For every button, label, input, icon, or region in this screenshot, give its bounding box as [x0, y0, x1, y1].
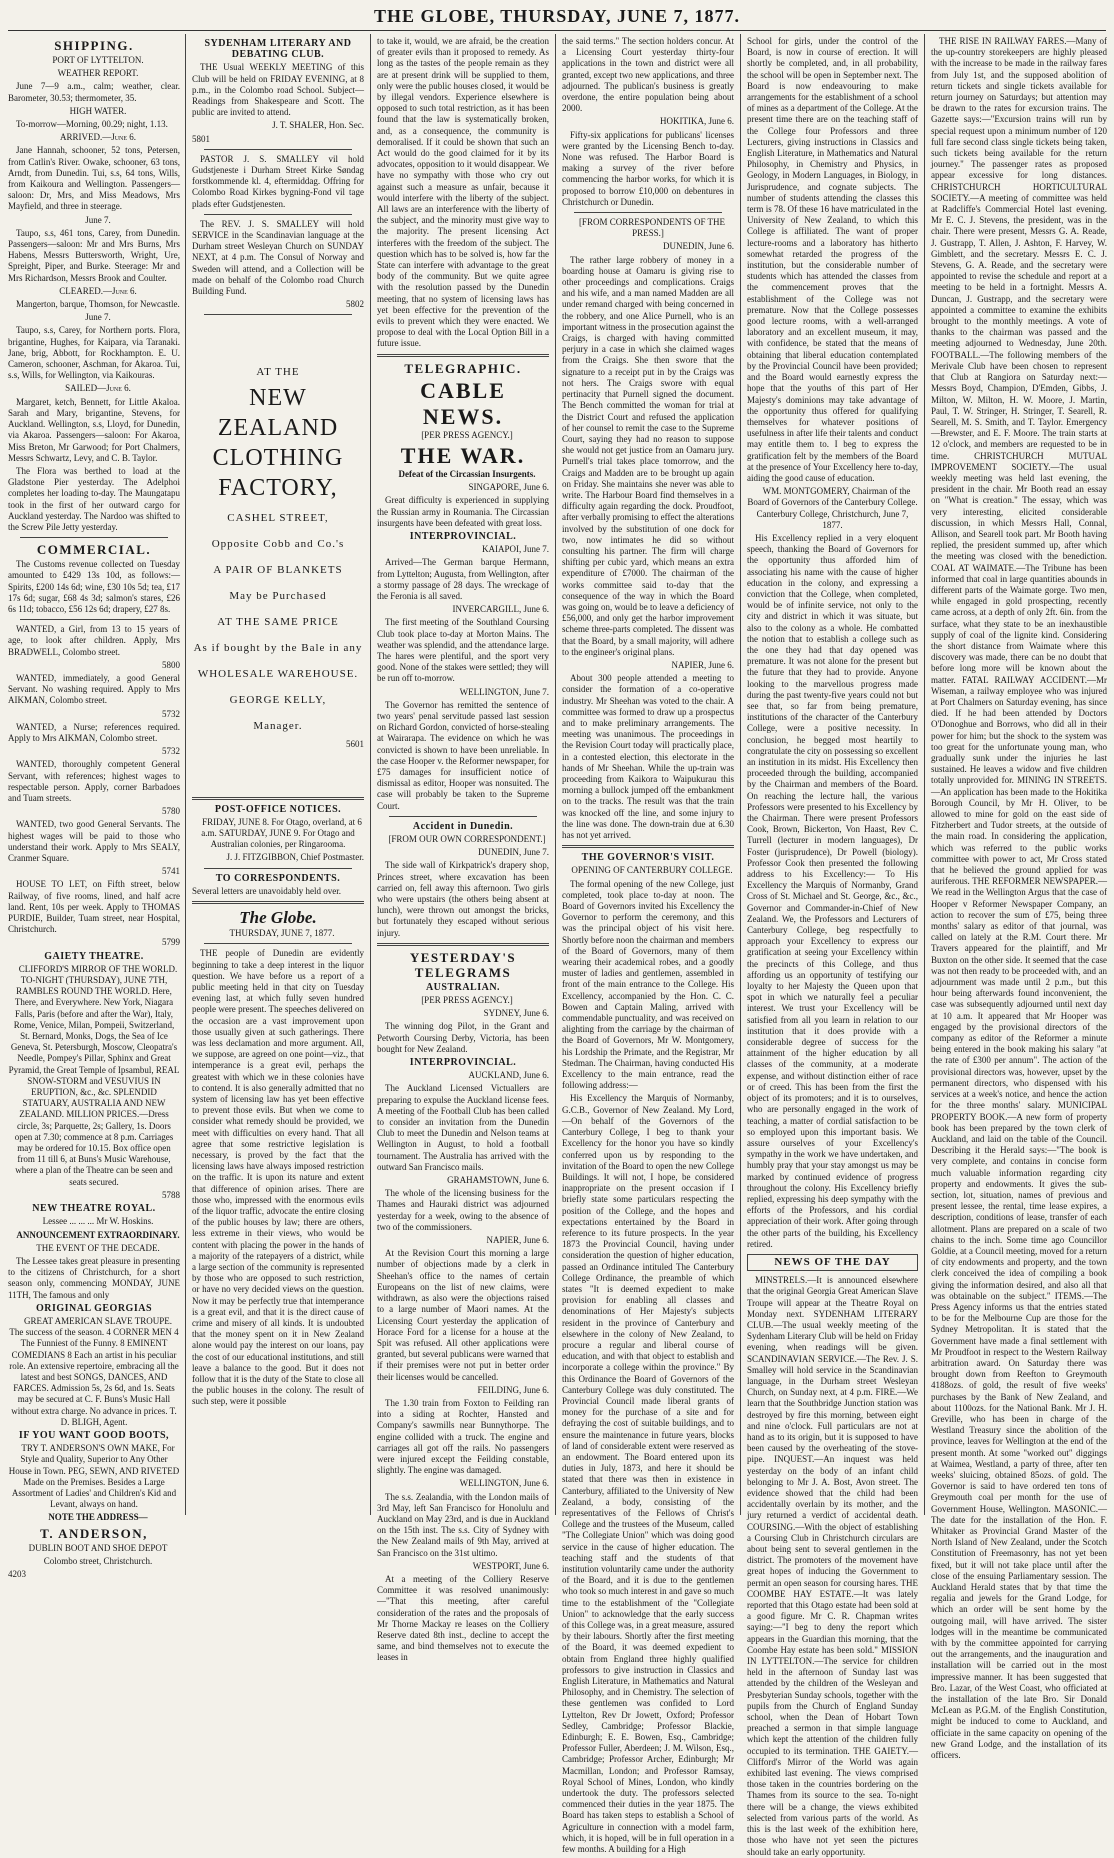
correspondents-text: Several letters are unavoidably held over.	[192, 885, 341, 896]
column-3	[377, 36, 549, 1663]
news-text: The Auckland Licensed Victuallers are preparing to expulse the Auckland license fees. A meeting of the Football Club has been called to consider an invitation from the Dunedin Club to meet the Dunedin and Nelson teams at Wellington in August, to hold a football tournament. The Australia has arrived with the outward San Francisco mails.	[377, 1083, 549, 1172]
ad-number: 5802	[346, 299, 364, 310]
address-text: His Excellency the Marquis of Normanby, G.C.B., Governor of New Zealand. My Lord,—On behalf of the Governors of the Canterbury College, I beg to thank your Excellency for the honor you have so kindly conferred upon us by responding to the invitation of the Board to open the new College Buildings. It will not, I hope, be considered inappropriate on the present occasion if I briefly state some particulars respecting the position of the College, and the hopes and expectations entertained by the Board in reference to its future prospects. In the year 1873 the Provincial Council, having under consideration the question of higher education, passed an Ordinance intituled The Canterbury College Ordinance, the preamble of which states "It is deemed expedient to make provision for enabling all classes and denominations of Her Majesty's subjects resident in the province of Canterbury and elsewhere in the colony of New Zealand, to procure a regular and liberal course of education, and with that object to establish and incorporate a college within the province." By this Ordinance the Board of Governors of the Canterbury College was duly constituted. The Provincial Council made liberal grants of money for the purchase of a site and for defraying the cost of suitable buildings, and to ensure the maintenance in future years, blocks of land of considerable extent were reserved as an endowment. The Board entered upon its duties in July, 1873, and here it should be stated that there was then in existence in Canterbury, affiliated to the University of New Zealand, a body, consisting of the representatives of the Fellows of Christ's College and the trustees of the Museum, called "The Collegiate Union" which was doing good service in the cause of higher education. The teaching staff and the students of that institution voluntarily came under the authority of the Board, and it is due to the gentlemen who took so much interest in and gave so much time to the establishment of the "Collegiate Union" to acknowledge that the early success of this College was, in a great measure, assured by their labours. Shortly after the first meeting of the Board, it was deemed expedient to obtain from England three highly qualified professors to give instruction in Classics and English Literature, in Mathematics and Natural Philosophy, and in Chemistry. The selection of these gentlemen was confided to Lord Lyttelton, Rev Dr Jowett, Oxford; Professor Sedley, Cambridge; Professor Blackie, Edinburgh; E. E. Bowen, Esq., Cambridge; Professor Fuller, Aberdeen; J. M. Wilson, Esq., Cambridge; Professor Archer, Edinburgh; Mr Macmillan, London; and Professor Ramsay, Royal School of Mines, London, who kindly undertook the duty. The professors selected commenced their duties in the year 1875. The Board has taken steps to establish a School of Agriculture in connection with a model farm, which, it is hoped, will be in full operation in a few months. A building for a High	[562, 1093, 734, 1855]
agency-note: [PER PRESS AGENCY.]	[421, 429, 513, 440]
column-4	[562, 36, 734, 1855]
arrived-list: Jane Hannah, schooner, 52 tons, Petersen, from Catlin's River. Owake, schooner, 63 tons, Arndt, from Dunedin. Tui, s.s, 64 tons, Wills, from Kaikoura and Wellington. Passengers—saloon: Dr, Mrs, and Miss Meadows, Mrs Mayfield, and three in steerage.	[8, 145, 180, 212]
rule	[20, 537, 168, 538]
column-divider	[370, 34, 371, 1515]
australian-heading: AUSTRALIAN.	[425, 981, 501, 993]
news-text: The Governor has remitted the sentence of two years' penal servitude passed last session on Richard Gordon, convicted of horse-stealing at Wairarapa. The evidence on which he was convicted is shown to have been unreliable. In the case Hooper v. the Reformer newspaper, for £75 damages for insufficient notice of dismissal as editor, Hooper was nonsuited. The case will probably be taken to the Supreme Court.	[377, 699, 549, 811]
column-1	[8, 36, 180, 1579]
sydenham-signature: J. T. SHALER, Hon. Sec.	[272, 120, 364, 131]
sailed-heading: SAILED—June 6.	[65, 383, 131, 394]
rule	[204, 314, 352, 315]
rule	[204, 943, 352, 944]
cleared-heading: CLEARED.—June 6.	[59, 285, 137, 296]
nz-wholesale: WHOLESALE WAREHOUSE.	[197, 668, 359, 681]
news-of-the-day-heading: NEWS OF THE DAY	[747, 1254, 918, 1271]
ad-number: 5732	[162, 708, 180, 719]
georgias-text: GREAT AMERICAN SLAVE TROUPE. The success of the season. 4 CORNER MEN 4 The Funniest of the Funny. 8 EMINENT COMEDIANS 8 Each an artist in his peculiar role. An extensive repertoire, embracing all the latest and best SONGS, DANCES, AND FARCES. Admission 5s, 2s 6d, and 1s. Seats may be secured at C. F. Buns's Music Hall without extra charge. No advance in prices. T. D. BLIGH, Agent.	[9, 1315, 179, 1427]
news-text: The rather large robbery of money in a boarding house at Oamaru is giving rise to other proceedings and complications. Craigs and his wife, and a man named Madden are all under remand charged with being concerned in the robbery, and one Alice Purnell, who is an important witness in the prosecution against the Craigs, is charged with having committed perjury in a case in which she claimed wages from the Craigs. She then swore that the signature to a receipt put in by the Craigs was not hers. The Craigs swore with equal pertinacity that Purnell signed the document. The Bench committed the woman for trial at the District Court and refused the application of her counsel to remit the case to the Supreme Court, saying they had no reason to suppose she would not get justice from an Oamaru jury. Purnell's trial takes place tomorrow, and the Craigs and Madden are to be brought up again on Friday. She maintains she never was able to write. The Harbour Board find themselves in a difficulty again regarding the dock. Proudfoot, after verbally promising to effect the alterations involved by the substitution of one dock for two, now intimates he did so without consulting his partner. The firm will charge shifting per cubic yard, which means an extra expenditure of £7000. The chairman of the works committee said to-day that the consequence of the way in which the Board was going on, would be to leave a deficiency of £56,000, and only get the harbor improvement scheme three-parts completed. The dissent was that the Board, by a small majority, will adhere to the engineer's original plans.	[562, 254, 734, 657]
boots-name: T. ANDERSON,	[40, 1525, 148, 1541]
dateline: NAPIER, June 6.	[671, 659, 734, 670]
column-divider	[555, 34, 556, 1515]
globe-title: The Globe.	[239, 908, 317, 928]
ad-number: 5780	[162, 806, 180, 817]
news-text: The s.s. Zealandia, with the London mails of 3rd May, left San Francisco for Honolulu and Auckland on May 23rd, and is due in Auckland on the 15th inst. The s.s. City of Sydney with the New Zealand mails of 9th May, arrived at San Francisco on the 31st ultimo.	[377, 1491, 549, 1558]
boots-heading: IF YOU WANT GOOD BOOTS,	[18, 1429, 170, 1441]
cleared-list: Mangerton, barque, Thomson, for Newcastle.	[16, 299, 180, 310]
nz-street: CASHEL STREET,	[227, 512, 329, 525]
nz-as-if: As if bought by the Bale in any	[193, 642, 363, 655]
dateline: KAIAPOI, June 7.	[482, 544, 549, 555]
dateline: WELLINGTON, June 7.	[459, 686, 549, 697]
news-text: The 1.30 train from Foxton to Feilding ran into a siding at Rochter, Hansted and Company's sawmills near Bunnythorpe. The engine collided with a truck. The engine and carriages all got off the rails. No passengers were injured except the Feilding constable, slightly. The engine was damaged.	[377, 1397, 549, 1476]
nz-name: GEORGE KELLY,	[229, 694, 327, 707]
rule	[204, 214, 352, 215]
sailed-list: Margaret, ketch, Bennett, for Little Akaloa. Sarah and Mary, brigantine, Stevens, for Auckland. Wellington, s.s, Lloyd, for Dunedin, via Akaroa. Passengers—saloon: For Akaroa, Miss Breton, Mr Garwood; for Port Chalmers, Messrs Schwartz, Levy, and C. B. Taylor.	[8, 396, 180, 463]
accident-heading: Accident in Dunedin.	[412, 820, 514, 832]
news-text: Fifty-six applications for publicans' licenses were granted by the Licensing Bench to-day. None was refused. The Harbor Board is making a survey of the river before commencing the harbor works, for which it is proposed to borrow £10,000 on debentures in Christchurch or Dunedin.	[562, 129, 734, 207]
dateline: HOKITIKA, June 6.	[660, 116, 734, 127]
dateline: FEILDING, June 6.	[477, 1384, 549, 1395]
weather-report: June 7—9 a.m., calm; weather, clear. Barometer, 30.53; thermometer, 35.	[8, 81, 180, 103]
interprovincial-heading: INTERPROVINCIAL.	[409, 530, 517, 542]
news-text: The first meeting of the Southland Coursing Club took place to-day at Morton Mains. The weather was splendid, and the attendance large. The hares were plentiful, and the sport very good. None of the stakes were settled; they will be run off to-morrow.	[377, 617, 549, 684]
water-heading: HIGH WATER.	[69, 105, 127, 116]
dateline: WELLINGTON, June 6.	[459, 1478, 549, 1489]
ad-number: 5801	[192, 133, 210, 144]
rule	[389, 816, 537, 817]
shipping-notes: The Flora was berthed to load at the Gladstone Pier yesterday. The Adelphoi completes her loading to-day. The Maungatapu took in the first of her outward cargo for Auckland yesterday. The Nardoo was shifted to the Screw Pile Jetty yesterday.	[8, 465, 180, 532]
ad-number: 5741	[162, 866, 180, 877]
cable-heading: CABLE NEWS.	[420, 377, 506, 429]
dateline: SINGAPORE, June 6.	[468, 482, 549, 493]
news-text: About 300 people attended a meeting to consider the formation of a co-operative industry. Mr Sheehan was voted to the chair. A committee was formed to draw up a prospectus and to make preliminary arrangements. The meeting was unanimous. The proceedings in the Revision Court today will practically place, in a contested election, this electorate in the hands of Mr Sheehan. While the up-train was proceeding from Kaikora to Waipukurau this morning a bullock jumped off the embankment on to the tracks. The result was that the train was knocked off the line, and some injury to the line was done. The down-train due at 6.30 has not yet arrived.	[562, 673, 734, 841]
agency-note: [PER PRESS AGENCY.]	[421, 995, 513, 1006]
dateline: INVERCARGILL, June 6.	[452, 604, 549, 615]
nz-at: AT THE	[256, 366, 300, 379]
rule	[562, 845, 734, 848]
column-6	[931, 36, 1107, 1761]
date-subhead: June 7.	[85, 214, 111, 225]
classified-ad: WANTED, a Nurse; references required. Apply to Mrs AIKMAN, Colombo street.	[8, 721, 180, 743]
boots-address: Colombo street, Christchurch.	[43, 1555, 153, 1566]
ad-number: 4203	[8, 1568, 26, 1579]
boots-note: NOTE THE ADDRESS—	[48, 1512, 148, 1523]
rule	[192, 797, 364, 800]
dateline: WESTPORT, June 6.	[472, 1560, 549, 1571]
yesterdays-heading: YESTERDAY'S TELEGRAMS	[409, 949, 517, 980]
nz-manager: Manager.	[253, 720, 303, 733]
column-5	[747, 36, 918, 1857]
date-subhead: June 7.	[85, 312, 111, 323]
dateline: NAPIER, June 6.	[486, 1235, 549, 1246]
arrived-list: Taupo, s.s, 461 tons, Carey, from Dunedin. Passengers—saloon: Mr and Mrs Burns, Mrs Habens, Messrs Buttersworth, Wright, Ure, Spreight, Piper, and Burke. Steerage: Mr and Mrs Richardson, Messrs Brook and Coulter.	[8, 227, 180, 283]
correspondent-note: [FROM OUR OWN CORRESPONDENT.]	[388, 833, 546, 844]
interprovincial-heading: INTERPROVINCIAL.	[409, 1057, 517, 1069]
rule	[377, 354, 549, 357]
war-subheading: Defeat of the Circassian Insurgents.	[398, 468, 536, 479]
rule	[204, 868, 352, 869]
war-heading: THE WAR.	[400, 442, 526, 468]
high-water: To-morrow—Morning, 00.29; night, 1.13.	[16, 119, 168, 130]
editorial-text: THE people of Dunedin are evidently beginning to take a deep interest in the liquor question. We have before us a report of a public meeting held in that city on Tuesday evening last, at which fully seven hundred people were present. The speeches delivered on the occasion are a vast improvement upon those usually given at such gatherings. There was less declamation and more argument. All, we suppose, are agreed on one point—viz., that intemperance is a great evil, perhaps the greatest with which we in these colonies have to contend. It is also generally admitted that no system of licensing law has yet been effective to prevent those evils. But when we come to consider what remedy should be provided, we meet with difficulties on every hand. That all agree that some restrictive legislation is necessary, is proved by the fact that the licensing laws have always imposed restriction on the traffic. It is upon its nature and extent that difference of opinion arises. There are those who, impressed with the enormous evils of the liquor traffic, advocate the entire closing of the public houses by law; there are others, less extreme in their views, who would be content with placing the power in the hands of a majority of the ratepayers of a district, while a large section of the community is represented by those who are opposed to such restriction, or have no very decided views on the question. Now it may be perfectly true that intemperance is a great evil, and that it is the direct cause of crime and misery of all kinds. It is undoubted that the money spent on it in New Zealand alone would pay the interest on our loans, pay the cost of our educational institutions, and still leave a balance to the good. But it does not follow that it is the duty of the State to close all the public houses in the colony. The result of such step, were it possible	[192, 948, 364, 1407]
weather-heading: WEATHER REPORT.	[57, 68, 139, 79]
nz-blankets: A PAIR OF BLANKETS	[213, 564, 343, 577]
nz-heading-1: NEW ZEALAND	[217, 385, 339, 442]
masthead-rule	[8, 30, 1106, 31]
boots-text: TRY T. ANDERSON'S OWN MAKE, For Style and Quality, Superior to Any Other House in Town. PEG, SEWN, AND RIVETED Made on the Premises. Besides a Large Assortment of Ladies' and Children's Kid and Levant, always on hand.	[8, 1443, 180, 1510]
news-text: The whole of the licensing business for the Thames and Hauraki district was adjourned yesterday for a week, owing to the absence of two of the commissioners.	[377, 1188, 549, 1232]
news-text: The winning dog Pilot, in the Grant and Petworth Coursing Derby, Victoria, has been bought for New Zealand.	[377, 1021, 549, 1054]
ad-number: 5601	[346, 739, 364, 750]
commercial-heading: COMMERCIAL.	[36, 542, 152, 558]
theatre-event: THE EVENT OF THE DECADE.	[36, 1242, 160, 1253]
news-text: The formal opening of the new College, just completed, took place to-day at noon. The Board of Governors invited his Excellency the Governor to perform the ceremony, and this was the principal object of his visit here. Shortly before noon the chairman and members of the Board of Governors, many of them wearing their academical robes, and a goodly muster of ladies and gentlemen, assembled in front of the main entrance to the College. His Excellency, accompanied by the Hon. C. C. Bowen and Captain Maling, arrived with commendable punctuality, and was received on alighting from the carriage by the chairman of the Board of Governors, Mr W. Montgomery, his Lordship the Primate, and the Registrar, Mr Stedman. The Chairman, having conducted His Excellency to the main entrance, read the following address:—	[562, 878, 734, 1091]
classified-ad: WANTED, a Girl, from 13 to 15 years of age, to look after children. Apply, Mrs BRADWELL, Colombo street.	[8, 624, 180, 657]
correspondent-note: [FROM CORRESPONDENTS OF THE PRESS.]	[578, 217, 726, 239]
sydenham-notice: THE Usual WEEKLY MEETING of this Club will be held on FRIDAY EVENING, at 8 p.m., in the Colombo road School. Subject—Readings from Shakespeare and Scott. The public are invited to attend.	[192, 62, 364, 118]
post-text: FRIDAY, JUNE 8. For Otago, overland, at 6 a.m. SATURDAY, JUNE 9. For Otago and Australian colonies, per Ringarooma.	[201, 816, 362, 850]
georgias-heading: ORIGINAL GEORGIAS	[35, 1302, 153, 1314]
address-text: School for girls, under the control of the Board, is now in course of erection. It will shortly be completed, and, in all probability, the school will be open in September next. The Board is now endeavouring to make arrangements for the establishment of a school of mines as a department of the College. At the present time there are on the teaching staff of the College four Professors and three Lecturers, giving instructions in Classics and English Literature, in Mathematics and Natural Philosophy, in Chemistry and Physics, in Geology, in Modern Languages, in Biology, in Jurisprudence, and cognate subjects. The number of students attending the classes this term is 78. Of these 16 have matriculated in the University of New Zealand, to which this College is affiliated. The want of proper lecture-rooms and a laboratory has hitherto somewhat retarded the progress of the institution, but the considerable number of students which has attended the classes from the commencement proves that the establishment of the College was not premature. Now that the College possesses good lecture rooms, with a well-arranged laboratory and an excellent museum, it may, with confidence, be stated that the means of obtaining that liberal education contemplated by the Provincial Council have been provided; and the Board would earnestly express the hope that the youths of this part of Her Majesty's dominions may take advantage of the opportunity thus offered for qualifying themselves for whatever positions of usefulness in after life their talents and conduct may entitle them to. I beg to express the gratification felt by the members of the Board at the presence of Your Excellency here to-day, aiding the good cause of education.	[747, 36, 918, 483]
dateline: GRAHAMSTOWN, June 6.	[447, 1175, 549, 1186]
column-divider	[185, 34, 186, 1515]
correspondents-heading: TO CORRESPONDENTS.	[215, 872, 341, 884]
classified-ad: HOUSE TO LET, on Fifth street, below Railway, of five rooms, lined, and half acre land. Rent, 10s per week. Apply to THOMAS PURDIE, Builder, Tuam street, near Hospital, Christchurch.	[8, 879, 180, 935]
nz-heading-2: CLOTHING FACTORY,	[212, 445, 344, 502]
news-text: At the Revision Court this morning a large number of objections made by a clerk in Sheehan's office to the names of certain Europeans on the list of new claims, were withdrawn, as also were the objections raised to a large number of Maori names. At the Licensing Court yesterday the application of Horace Ford for a license for a house at the Spit was refused. All other applications were granted, but several publicans were warned that if their premises were not put in better order their licenses would be cancelled.	[377, 1248, 549, 1382]
telegraphic-heading: TELEGRAPHIC.	[404, 360, 522, 376]
news-text: His Excellency replied in a very eloquent speech, thanking the Board of Governors for the opportunity thus afforded him of associating his name with the cause of higher education in the colony, and expressing a conviction that the College, when completed, would be of infinite service, not only to the city and district in which it was situate, but also to the colony as a whole. He combatted the notion that to establish a college such as the one they had that day opened was premature. It was not alone for the present but the future that they had to provide. Anyone looking to the marvellous progress made during the past twenty-five years could not but see that, so far from being premature, institutions of the character of the Canterbury College, were a positive necessity. In conclusion, he begged most heartily to congratulate the city on possessing so excellent an institution in its midst. His Excellency then proceeded through the building, accompanied by the Chairman and members of the Board. On reaching the lecture hall, the various Professors were presented to his Excellency by the Chairman. There were present Professors Cook, Brown, Bickerton, Von Haast, Rev C. Turrell (lecturer in modern languages), Dr Foster (jurisprudence), Dr Powell (biology). Professor Cook then presented the following address to his Excellency:— To His Excellency the Marquis of Normanby, Grand Cross of St. Michael and St. George, &c., &c., Governor and Commander-in-Chief of New Zealand. We, the Professors and Lecturers of Canterbury College, beg respectfully to approach your Excellency to express our gratification at seeing your Excellency within the precincts of this College, and thus affording us an opportunity of testifying our loyalty to her Majesty the Queen upon that spot in which we naturally feel a peculiar interest. We trust your Excellency will be satisfied from all you learn in relation to our institution that it does provide with a considerable degree of success for the attainment of the higher education by all classes of the community, at a moderate expense, and without distinction either of race or of creed. This has been from the first the object of its promoters; and it is to ourselves, who are personally engaged in the work of teaching, a matter of cordial satisfaction to be so employed upon this important basis. We assure ourselves of your Excellency's sympathy in the work we have undertaken, and humbly pray that your stay amongst us may be marked by continued evidence of progress throughout the colony. His Excellency briefly replied, expressing his deep sympathy with the efforts of the Professors, and his cordial appreciation of their work. After going through the other parts of the building, his Excellency retired.	[747, 532, 918, 1249]
war-text: Great difficulty is experienced in supplying the Russian army in Roumania. The Circassian insurgents have been defeated with great loss.	[377, 495, 549, 528]
theatre-announcement: ANNOUNCEMENT EXTRAORDINARY.	[16, 1229, 180, 1240]
commercial-text: The Customs revenue collected on Tuesday amounted to £429 13s 10d, as follows:—Spirits, £200 14s 6d; wine, £30 10s 5d; tea, £17 17s 6d; sugar, £68 4s 3d; salmon's stares, £26 6s 11d; tobacco, £56 12s 6d; drapery, £27 8s.	[8, 559, 180, 614]
dateline: DUNEDIN, June 6.	[663, 241, 734, 252]
cleared-list: Taupo, s.s, Carey, for Northern ports. Flora, brigantine, Hughes, for Kaipara, via Taranaki. Jane, brig, Abbott, for Rockhampton. E. U. Cameron, schooner, Aschman, for Akaroa. Tui, s.s, Wills, for Wellington, via Kaikouras.	[8, 325, 180, 381]
ad-number: 5799	[162, 937, 180, 948]
port-heading: PORT OF LYTTELTON.	[52, 55, 144, 65]
rule	[377, 943, 549, 946]
news-text: MINSTRELS.—It is announced elsewhere that the original Georgia Great American Slave Troupe will appear at the Theatre Royal on Monday next. SYDENHAM LITERARY CLUB.—The usual weekly meeting of the Sydenham Literary Club will be held on Friday evening, when readings will be given. SCANDINAVIAN SERVICE.—The Rev. J. S. Smalley will hold service in the Scandinavian language, in the Durham street Wesleyan Church, on Sunday next, at 4 p.m. FIRE.—We learn that the Southbridge Junction station was destroyed by fire this morning, between eight and nine o'clock. Full particulars are not at hand as to its origin, but it is supposed to have been caused by the overheating of the stove-pipe. INQUEST.—An inquest was held yesterday on the body of an infant child belonging to Mr J. A. Bost, Avon street. The evidence showed that the child had been accidentally overlain by its mother, and the jury returned a verdict of accidental death. COURSING.—With the object of establishing a Coursing Club in Christchurch circulars are about being sent to several gentlemen in the district. The promoters of the movement have great hopes of inducing the Government to permit an open season for coursing hares. THE COOMBE HAY ESTATE.—It was lately reported that this Otago estate had been sold at a good figure. Mr C. R. Chapman writes saying:—"I beg to deny the report which appears in the Guardian this morning, that the Coombe Hay estate has been sold." MISSION IN LYTTELTON.—The service for children held in the afternoon of Sunday last was attended by the children of the Wesleyan and Presbyterian Sunday schools, together with the pupils from the Church of England Sunday school, when the Dean of Hobart Town preached a sermon in that simple language which kept the attention of the children fully occupied to its termination. THE GAIETY.—Clifford's Mirror of the World was again exhibited last evening. The views comprised those taken in the countries bordering on the Thames from its source to the sea. To-night there will be a change, the views exhibited selected from various parts of the world. As this is the last week of the exhibition here, those who have not yet seen the pictures should take an early opportunity.	[747, 1275, 918, 1857]
arrived-heading: ARRIVED.—June 6.	[59, 132, 137, 143]
news-text: Arrived—The German barque Hermann, from Lyttelton; Augusta, from Wellington, after a stormy passage of 28 days. The wreckage of the Feronia is all saved.	[377, 557, 549, 601]
classified-ad: WANTED, two good General Servants. The highest wages will be paid to those who understand their work. Apply to Mrs SEALY, Cranmer Square.	[8, 819, 180, 863]
rule	[574, 212, 722, 213]
ad-number: 5788	[162, 1189, 180, 1200]
nz-opposite: Opposite Cobb and Co.'s	[211, 538, 345, 551]
theatre-heading: NEW THEATRE ROYAL.	[32, 1203, 156, 1215]
rule	[20, 619, 168, 620]
gaiety-heading: GAIETY THEATRE.	[44, 950, 144, 962]
column-divider	[924, 34, 925, 1515]
boots-address: DUBLIN BOOT AND SHOE DEPOT	[28, 1542, 168, 1553]
post-heading: POST-OFFICE NOTICES.	[214, 803, 342, 815]
editorial-continued: to take it, would, we are afraid, be the creation of greater evils than it proposed to remedy. As long as the tastes of the people remain as they are at present drink will be supplied to them, only were the public houses closed, it would be by illegal vendors. Experience elsewhere is opposed to such total restriction, as it has been found that the law is systematically broken, and, as a consequence, the community is demoralised. If it could be shown that such an Act would do the good claimed for it by its advocates, opposition to it would disappear. We have no sympathy with those who cry out against such a measure as unfair, because it would interfere with the liberty of the subject. All laws are an interference with the liberty of the subject, and the minority must give way to the majority. The present licensing Act interferes with the freedom of the subject. The question which has to be solved is, how far the State can interfere with advantage to the great body of the community. But we quite agree with the resolution passed by the Dunedin meeting, that no system of licensing laws has yet been effective for the prevention of the evils to prevent which they were enacted. We propose to deal with the Local Option Bill in a future issue.	[377, 36, 549, 349]
post-signature: J. J. FITZGIBBON, Chief Postmaster.	[226, 852, 364, 863]
theatre-lessee: Lessee ... ... ... Mr W. Hoskins.	[42, 1216, 154, 1227]
classified-ad: WANTED, thoroughly competent General Servant, with references; highest wages to respectable person. Apply, corner Barbadoes and Tuam streets.	[8, 759, 180, 803]
globe-date: THURSDAY, JUNE 7, 1877.	[229, 928, 335, 939]
dateline: AUCKLAND, June 6.	[468, 1070, 549, 1081]
classified-ad: WANTED, immediately, a good General Servant. No washing required. Apply to Mrs AIKMAN, Colombo street.	[8, 672, 180, 706]
news-text: the said terms." The section holders concur. At a Licensing Court yesterday thirty-four applications in the town and district were all granted, except two new applications, and three adjourned. The publican's business is greatly overdone, the entire population being about 2000.	[562, 36, 734, 114]
dateline: DUNEDIN, June 7.	[478, 847, 549, 858]
governor-subheading: OPENING OF CANTERBURY COLLEGE.	[571, 865, 733, 876]
nz-may: May be Purchased	[229, 590, 327, 603]
shipping-heading: SHIPPING.	[54, 38, 134, 53]
dateline: SYDNEY, June 6.	[483, 1008, 549, 1019]
pastor-notice: PASTOR J. S. SMALLEY vil hold Gudstjeneste i Durham Street Kirke Søndag forstkommende kl. 4, eftermiddag. Offring for Colombo Road Kirkes bygning-Fond vil tage plads efter Gudstjenesten.	[192, 153, 364, 209]
news-text: THE RISE IN RAILWAY FARES.—Many of the up-country storekeepers are highly pleased with the increase to be made in the railway fares from July 1st, and the supposed abolition of return tickets and single tickets available for return journey on Saturdays; but attention may be drawn to the rates for excursion trains. The Gazette says:—"Excursion trains will run by special request upon a minimum number of 120 full fare second class single tickets being taken, such tickets being available for the return journey." The passenger rates as proposed appear excessive for long distances. CHRISTCHURCH HORTICULTURAL SOCIETY.—A meeting of committee was held at Radcliffe's Commercial Hotel last evening. Mr E. C. J. Stevens, the president, was in the chair. There were present, Messrs G. A. Reade, J. Gustrapp, T. Allen, J. Ashton, F. Harvey, W. Gimblett, and the secretary. Messrs E. C. J. Stevens, G. A. Reade, and the secretary were appointed to revise the schedule and report at a meeting to be held in a fortnight. Messrs A. Duncan, J. Gustrapp, and the secretary were appointed a committee to examine the exhibits brought to the monthly meetings. A vote of thanks to the chairman was passed and the meeting adjourned to Wednesday, June 20th. FOOTBALL.—The following members of the Merivale Club have been chosen to represent that Club at Rangiora on Saturday next:—Messrs Boyd, Champion, D'Emden, Gibbs, J. Milton, W. Milton, H. W. Moore, J. Martin, Paul, T. W. Stringer, H. Stringer, T. Searell, R. Searell, M. S. Smith, and T. Taylor. Emergency—Brewster, and E. F. Moore. The train starts at 12 o'clock, and members are requested to be in time. CHRISTCHURCH MUTUAL IMPROVEMENT SOCIETY.—The usual weekly meeting was held last evening, the president in the chair. Mr Booth read an essay on "What is creation." The essay, which was very interesting, elicited considerable discussion, in which Messrs Hall, Connal, Allison, and Searell took part. Mr Booth having replied, the president summed up, after which the meeting was closed with the benediction. COAL AT WAIMATE.—The Tribune has been informed that coal in large quantities abounds in different parts of the Waimate gorge. Two men, while engaged in gold prospecting, recently came across, at a depth of only 2ft. 6in. from the surface, what they state to be an inexhaustible supply of coal of the lignite kind. Considering the short distance from Waimate where this discovery was made, there can be no doubt that before long more will be known about the matter. FATAL RAILWAY ACCIDENT.—Mr Wiseman, a railway employee who was injured at Port Chalmers on Saturday evening, has since died. If he had been attended by Doctors O'Donoghue and Borrows, who did all in their power for him; but the shock to the system was too great for the unfortunate young man, who gradually sunk under the injuries he last sustained. He leaves a widow and five children totally unprovided for. MINING IN STREETS.—An application has been made to the Hokitika Borough Council, by Mr H. Oliver, to be allowed to mine for gold on the east side of Fitzherbert and Tudor streets, at the outside of the main road. In considering the application, which was referred to the public works committee with power to act, Mr Cross stated that he believed the ground applied for was auriferous. THE REFORMER NEWSPAPER.—We read in the Wellington Argus that the case of Hooper v Reformer Newspaper Company, an action to recover the sum of £75, being three months' salary as editor of that journal, was called on lately at the R.M. Court there. Mr Travers appeared for the plaintiff, and Mr Buxton on the other side. It seemed that the case was not then ready to be proceeded with, and an adjournment was made until 2 p.m., but this hour being afterwards found inconvenient, the case was subsequently adjourned until next day at 10 a.m. It appeared that Mr Hooper was engaged by the provisional directors of the company as editor of the Reformer a minute being entered in the book making his salary "at the rate of £300 per annum". The action of the provisional directors was, however, upset by the permanent directors, who dispensed with his services at a week's notice, and hence the action for the three months' salary. MUNICIPAL PROPERTY BOOK.—A new form of property book has been prepared by the town clerk of Auckland, and laid on the table of the Council. Describing it the Herald says:—"The book is very complete, and contains in concise form much valuable information regarding city property and endowments. It gives the sub-section, lot, situation, names of previous and present lessee, the rental, time lease expires, a description, conditions of lease, transfer of each allotment. Plans are prepared on a scale of two chains to the inch. Some time ago Councillor Goldie, at a Council meeting, moved for a return of city endowments and property, and the town clerk conceived the idea of compiling a book giving the information desired, and also all that was obtainable on the subject." ITEMS.—The Press Agency informs us that the entries stated to be for the Melbourne Cup are those for the Sydney Metropolitan. It is stated that the Government have made a final settlement with Mr Proudfoot in respect to the Western Railway arbitration award. On Saturday there was brought down from Reefton to Greymouth 4188ozs. of gold, the result of five weeks' purchases by the Bank of New Zealand, and about 1100ozs. for the National Bank. Mr J. H. Greville, who has been in charge of the Westland Treasury since the abolition of the province, leaves for Wellington at the end of the present month. At some "worked out" diggings at Waimea, Westland, a party of three, after ten weeks' sluicing, obtained 85ozs. of gold. The Governor is said to have ordered ten tons of Greymouth coal per month for the use of Government House, Wellington. MASONIC.—The date for the installation of the Hon. F. Whitaker as Provincial Grand Master of the North Island of New Zealand, under the Scotch Constitution of Freemasonry, has not yet been fixed, but it will not take place until after the close of the ensuing Parliamentary session. The Auckland Herald states that by that time the regalia and jewels for the Grand Lodge, for which an order will be sent home by the outgoing mail, will have arrived. The sister lodges will in the meantime be communicated with by the committee appointed for carrying out the arrangements, and the inauguration and installation will be carried out in the most impressive manner. It has been suggested that Bro. Lazar, of the West Coast, who officiated at the installation of the late Bro. Sir Donald McLean as P.G.M. of the English Constitution, might be induced to come to Auckland, and officiate in the same capacity on opening of the new Grand Lodge, and the installation of its officers.	[931, 36, 1107, 1761]
column-2	[192, 36, 364, 1515]
ad-number: 5800	[162, 659, 180, 670]
rule	[204, 149, 352, 150]
gaiety-ad: CLIFFORD'S MIRROR OF THE WORLD. TO-NIGHT (THURSDAY), JUNE 7TH, RAMBLES ROUND THE WORLD. Here, There, and Everywhere. New York, Niagara Falls, Paris (before and after the War), Italy, Rome, Venice, Milan, Pompeii, Switzerland, St. Bernard, Monks, Dogs, the Sea of Ice Geneva, St. Petersburgh, Moscow, Cleopatra's Needle, Pompey's Pillar, Sphinx and Great Pyramid, the Great Temple of Ipsambul, REAL SNOW-STORM and VESUVIUS IN ERUPTION, &c., &c. SPLENDID STATUARY, AUSTRALIA AND NEW ZEALAND. MILLION PRICES.—Dress circle, 3s; Parquette, 2s; Gallery, 1s. Doors open at 7.30; commence at 8 p.m. Carriages may be ordered for 10.15. Box office open from 11 till 6, at Buns's Music Warehouse, where a plan of the Theatre can be seen and seats secured.	[8, 963, 180, 1187]
news-text: The side wall of Kirkpatrick's drapery shop, Princes street, where excavation has been carried on, fell away this afternoon. Two girls who were upstairs (the others being absent at lunch), were thrown out amongst the bricks, but fortunately they escaped without serious injury.	[377, 860, 549, 938]
rule	[192, 901, 364, 904]
ad-number: 5732	[162, 746, 180, 757]
column-divider	[740, 34, 741, 1515]
service-notice: The REV. J. S. SMALLEY will hold SERVICE in the Scandinavian language at the Durham street Wesleyan Church on SUNDAY NEXT, at 4 p.m. The Consul of Norway and Sweden will attend, and a Collection will be made on behalf of the Colombo road Church Building Fund.	[192, 218, 364, 297]
address-signature: WM. MONTGOMERY, Chairman of the Board of Governors of the Canterbury College. Canterbury College, Christchurch, June 7, 1877.	[747, 486, 918, 530]
nz-same-price: AT THE SAME PRICE	[217, 616, 339, 629]
theatre-text: The Lessee takes great pleasure in presenting to the citizens of Christchurch, for a short season only, commencing MONDAY, JUNE 11TH, The famous and only	[8, 1255, 180, 1300]
masthead: THE GLOBE, THURSDAY, JUNE 7, 1877.	[374, 6, 740, 26]
governor-heading: THE GOVERNOR'S VISIT.	[581, 852, 715, 864]
news-text: At a meeting of the Colliery Reserve Committee it was resolved unanimously:—"That this meeting, after careful consideration of the rates and the proposals of Mr Thorne Mackay re leases on the Colliery Reserve dated 8th inst., decline to accept the same, and bind themselves not to execute the leases in	[377, 1573, 549, 1663]
sydenham-heading: SYDENHAM LITERARY AND DEBATING CLUB.	[204, 38, 352, 61]
